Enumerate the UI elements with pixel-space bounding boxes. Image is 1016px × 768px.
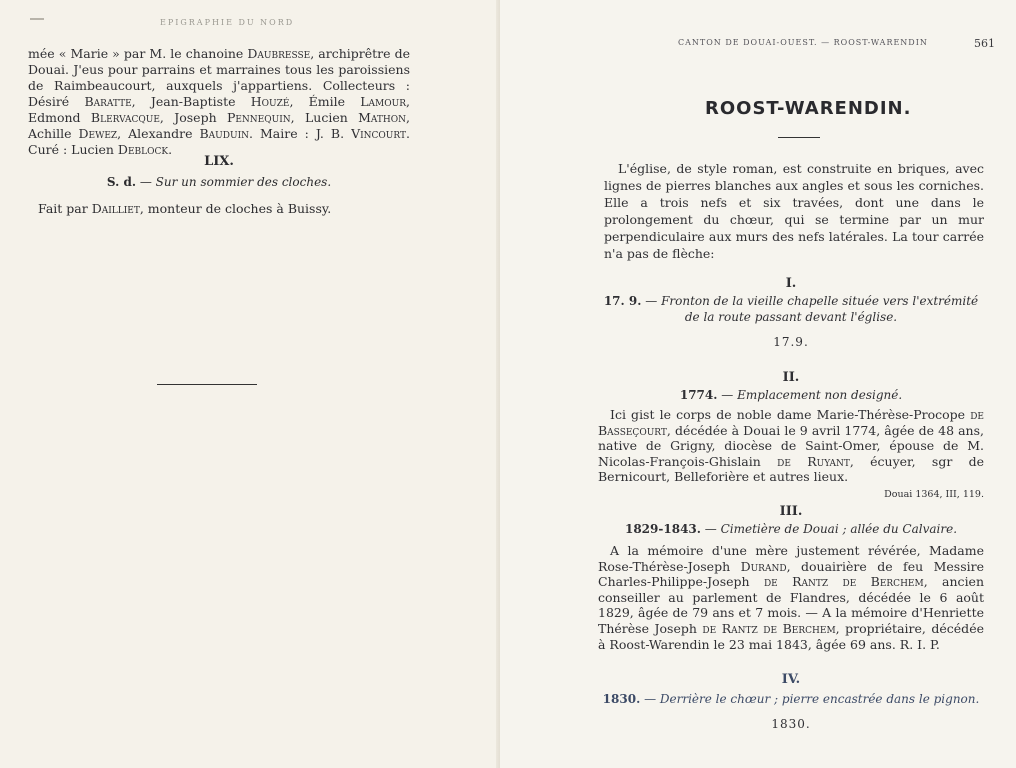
entry-location: Fronton de la vieille chapelle située vers l'extrémité de la route passant devant l'église. [661,294,979,324]
entry-location: Cimetière de Douai ; allée du Calvaire. [720,522,958,536]
person-name: Dewez [78,126,118,141]
person-name: de Ruyant [777,453,850,469]
entry-caption: 17. 9. — Fronton de la vieille chapelle située vers l'extrémité de la route passant devant l'église. [603,294,979,324]
entry-location: Sur un sommier des cloches. [155,175,332,189]
inscription-text: A la mémoire d'une mère justement révérée, Madame Rose-Thérèse-Joseph Durand, douairière de feu Messire Charles-Philippe-Joseph de Rantz de Berchem, ancien conseiller au parlement de Flandres, décédée le 6 août 1829, âgée de 79 ans et 7 mois. — A la mémoire d'Henriette Thérèse Joseph de Rantz de Berchem, propriétaire, décédée à Roost-Warendin le 23 mai 1843, âgée 69 ans. R. I. P. [598,543,985,652]
page-number: 561 [974,37,995,50]
person-name: Blervacque [90,110,160,125]
entry-date: 1774. [679,388,718,402]
entry-location: Emplacement non designé. [737,388,903,402]
person-name: Vincourt [351,126,406,141]
left-page [0,0,500,768]
right-running-head: CANTON DE DOUAI-OUEST. — ROOST-WARENDIN [678,38,928,47]
entry-location: Derrière le chœur ; pierre encastrée dans le pignon. [659,692,980,706]
entry-iii [598,504,984,652]
entry-caption: 1830. — Derrière le chœur ; pierre encastrée dans le pignon. [602,692,980,706]
entry-date: 17. 9. [603,294,642,308]
inscription-text: 1830. [771,717,811,731]
left-running-head: EPIGRAPHIE DU NORD [160,18,295,27]
entry-date: 1829-1843. [624,522,701,536]
source-reference: Douai 1364, III, 119. [884,488,984,500]
person-name: de Basseçourt [598,407,984,438]
person-name: Lamour [360,94,407,109]
entry-date: S. d. [106,175,137,189]
continuation-paragraph: mée « Marie » par M. le chanoine Daubresse, archiprêtre de Douai. J'eus pour parrains et marraines tous les paroissiens de Raimbeaucourt, auxquels j'appartiens. Collecteurs : Désiré Baratte, Jean-Baptiste Houzé, Émile Lamour, Edmond Blervacque, Joseph Pennequin, Lucien Mathon, Achille Dewez, Alexandre Bauduin. Maire : J. B. Vincourt. Curé : Lucien Deblock. [28,46,411,157]
entry-numeral-lix: LIX. [204,154,234,169]
entry-caption: 1829-1843. — Cimetière de Douai ; allée du Calvaire. [624,522,958,536]
person-name: Durand [740,558,787,574]
page-title: ROOST-WARENDIN. [705,98,912,119]
person-name: Deblock [117,142,169,157]
entry-i [598,276,984,349]
person-name: de Rantz de Berchem [702,620,836,636]
person-name: de Rantz de Berchem [763,574,924,590]
right-page [500,0,1016,768]
person-name: Dailliet [91,201,140,216]
entry-numeral: II. [782,370,800,385]
entry-body-lix: Fait par Dailliet, monteur de cloches à Buissy. [38,201,332,216]
entry-numeral: IV. [781,672,801,687]
entry-numeral: I. [785,276,797,291]
person-name: Daubresse [247,46,311,61]
entry-caption-lix: S. d. — Sur un sommier des cloches. [106,175,332,189]
corner-mark [30,18,44,20]
title-rule [778,137,820,138]
section-end-rule [157,384,257,385]
entry-numeral: III. [779,504,803,519]
entry-date: 1830. [602,692,641,706]
entry-iv [598,672,984,731]
person-name: Baratte [84,94,132,109]
church-description: L'église, de style roman, est construite en briques, avec lignes de pierres blanches aux angles et sous les corniches. Elle a trois nefs et six travées, dont une dans le prolongement du chœur, qui se termine par un mur perpendiculaire aux murs des nefs latérales. La tour carrée n'a pas de flèche: [604,161,984,261]
person-name: Houzé [250,94,290,109]
entry-ii [598,370,984,500]
inscription-text: 17.9. [773,335,809,349]
person-name: Pennequin [226,110,291,125]
entry-caption: 1774. — Emplacement non designé. [679,388,903,402]
inscription-text: Ici gist le corps de noble dame Marie-Thérèse-Procope de Basseçourt, décédée à Douai le 9 avril 1774, âgée de 48 ans, native de Grigny, diocèse de Saint-Omer, épouse de M. Nicolas-François-Ghislain de Ruyant, écuyer, sgr de Bernicourt, Belleforière et autres lieux. [598,407,984,485]
person-name: Bauduin [199,126,250,141]
person-name: Mathon [358,110,407,125]
